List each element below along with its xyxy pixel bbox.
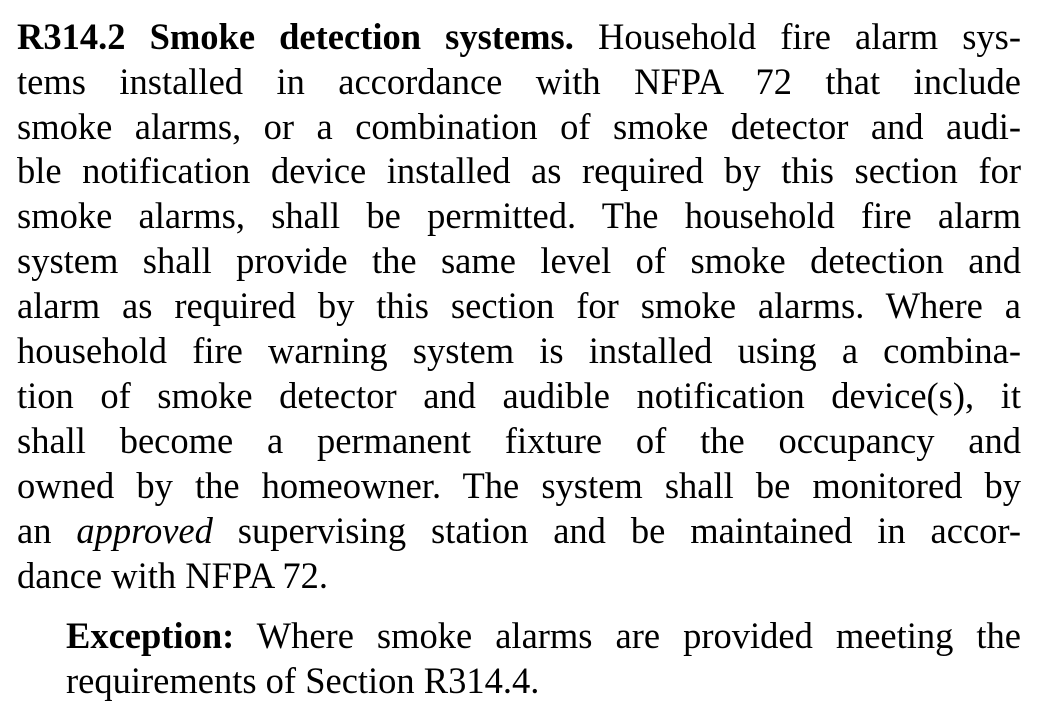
exception-line: requirements of Section R314.4. — [66, 660, 540, 701]
paragraph-text: supervising station and be maintained in accor- — [212, 510, 1021, 551]
exception-label: Exception: — [66, 615, 235, 656]
paragraph-line: owned by the homeowner. The system shall be monitored by — [17, 465, 1021, 506]
paragraph-line: system shall provide the same level of smoke detection and — [17, 240, 1021, 281]
paragraph-line: shall become a permanent fixture of the occupancy and — [17, 420, 1021, 461]
paragraph-line: tems installed in accordance with NFPA 72 that include — [17, 61, 1021, 102]
paragraph-line: dance with NFPA 72. — [17, 555, 328, 596]
exception-text: Where smoke alarms are provided meeting the — [256, 615, 1022, 656]
paragraph-line: ble notification device installed as required by this section for — [17, 150, 1021, 191]
paragraph-line: alarm as required by this section for smoke alarms. Where a — [17, 285, 1021, 326]
section-heading: R314.2 Smoke detection systems. — [17, 16, 574, 57]
paragraph-line: smoke alarms, or a combination of smoke detector and audi- — [17, 106, 1021, 147]
emphasized-term: approved — [76, 510, 213, 551]
paragraph-line — [17, 509, 1021, 553]
paragraph-line — [17, 15, 1021, 59]
paragraph-text: an — [17, 510, 77, 551]
paragraph-text: Household fire alarm sys- — [598, 16, 1022, 57]
paragraph-line: smoke alarms, shall be permitted. The household fire alarm — [17, 195, 1021, 236]
paragraph-line: tion of smoke detector and audible notification device(s), it — [17, 375, 1021, 416]
paragraph-line: household fire warning system is installed using a combina- — [17, 330, 1021, 371]
exception-line — [66, 614, 1021, 658]
